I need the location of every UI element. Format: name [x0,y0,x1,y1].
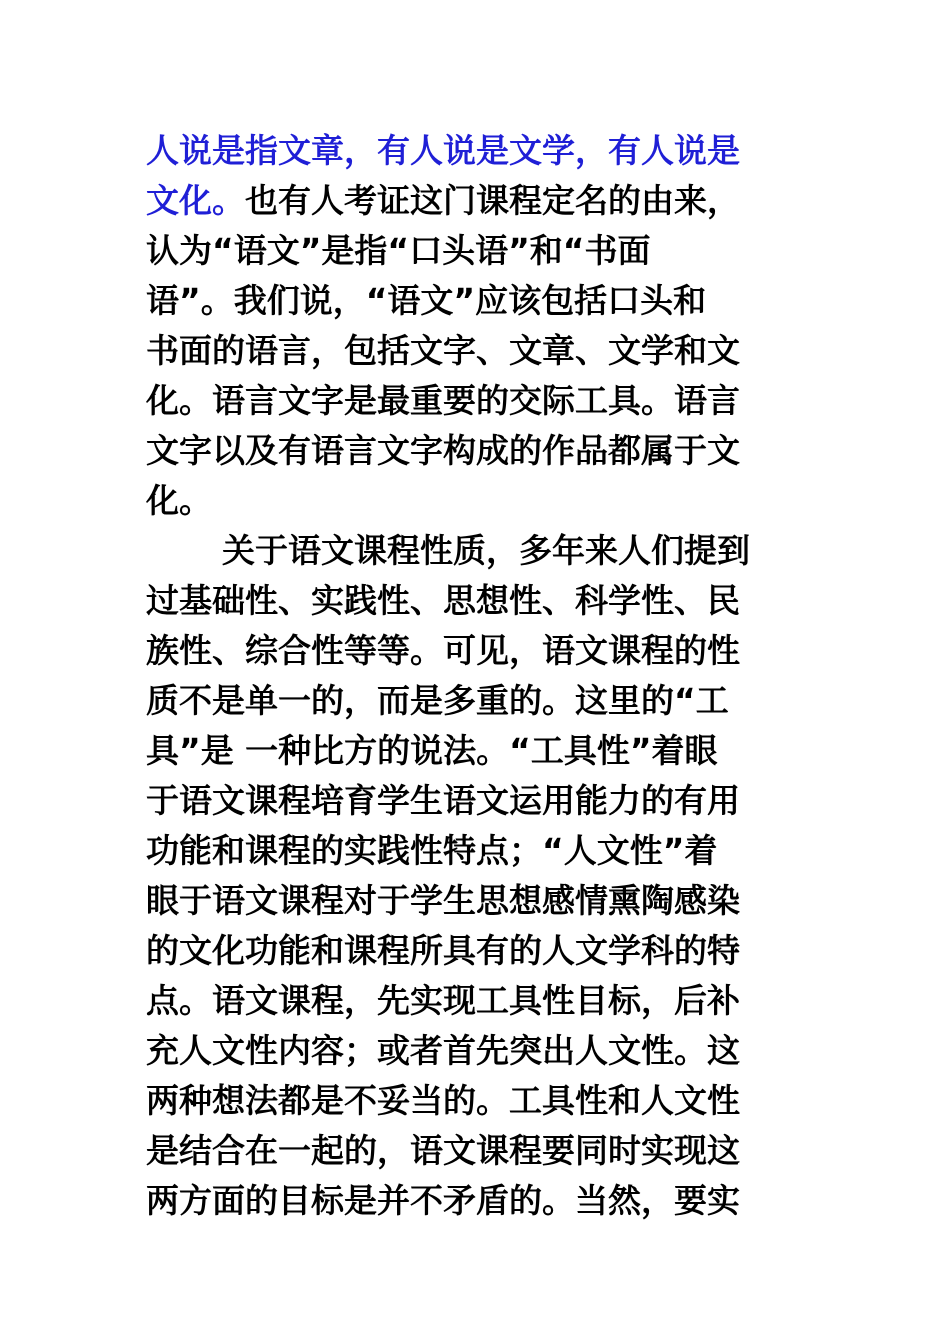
text-line: 质不是单一的，而是多重的。这里的“工 [146,681,729,720]
document-body [146,126,806,1226]
text-line: 书面的语言，包括文字、文章、文学和文 [146,331,740,370]
text-line [146,176,806,226]
text-line: 认为“语文”是指“口头语”和“书面 [146,231,651,270]
text-line: 两种想法都是不妥当的。工具性和人文性 [146,1081,740,1120]
body-text: 也有人考证这门课程定名的由来， [245,181,740,220]
text-line: 点。语文课程，先实现工具性目标，后补 [146,981,740,1020]
highlighted-text: 文化。 [146,181,245,220]
text-line: 充人文性内容；或者首先突出人文性。这 [146,1031,740,1070]
text-line: 两方面的目标是并不矛盾的。当然，要实 [146,1181,740,1220]
highlighted-text: 人说是指文章，有人说是文学，有人说是 [146,131,740,170]
paragraph-1 [146,126,806,526]
text-line: 文字以及有语言文字构成的作品都属于文 [146,431,740,470]
text-line: 化。 [146,481,212,520]
text-line: 于语文课程培育学生语文运用能力的有用 [146,781,740,820]
text-line: 过基础性、实践性、思想性、科学性、民 [146,581,740,620]
text-line: 是结合在一起的，语文课程要同时实现这 [146,1131,740,1170]
text-line: 族性、综合性等等。可见，语文课程的性 [146,631,740,670]
text-line: 具”是 一种比方的说法。“工具性”着眼 [146,731,718,770]
text-line: 功能和课程的实践性特点；“人文性”着 [146,831,718,870]
paragraph-2 [146,526,806,1226]
text-line: 化。语言文字是最重要的交际工具。语言 [146,381,740,420]
text-line-indented: 关于语文课程性质，多年来人们提到 [222,531,750,570]
text-line: 眼于语文课程对于学生思想感情熏陶感染 [146,881,740,920]
text-line: 语”。我们说，“语文”应该包括口头和 [146,281,707,320]
text-line: 的文化功能和课程所具有的人文学科的特 [146,931,740,970]
text-line [146,126,806,176]
